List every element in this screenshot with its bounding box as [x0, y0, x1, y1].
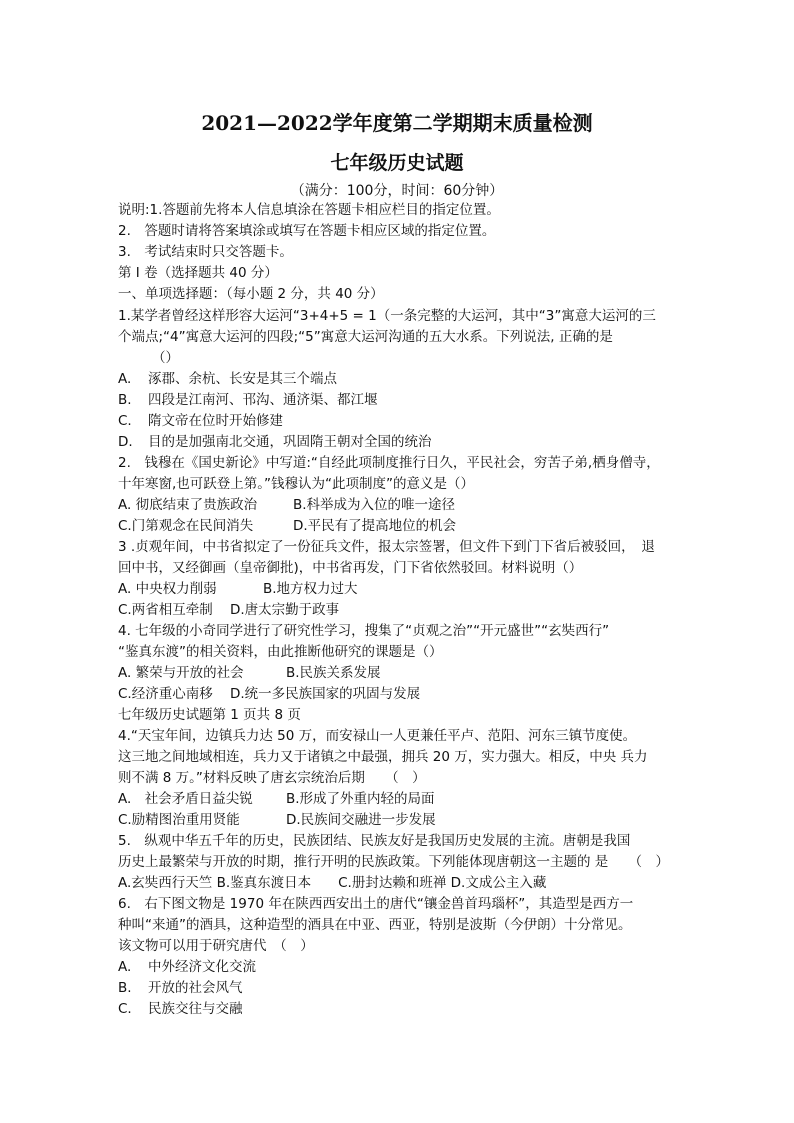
- question-2: [118, 453, 692, 537]
- option-key: C.: [118, 413, 132, 429]
- option-key: C.: [118, 1001, 132, 1017]
- option-a: A. 繁荣与开放的社会: [118, 665, 244, 681]
- option-b: B.民族关系发展: [286, 665, 381, 681]
- option-row: [118, 789, 692, 810]
- question-stem: 历史上最繁荣与开放的时期，推行开明的民族政策。下列能体现唐朝这一主题的 是 （ ）: [118, 854, 670, 870]
- option-d: D.统一多民族国家的巩固与发展: [230, 686, 421, 702]
- question-stem: 这三地之间地域相连，兵力又于诸镇之中最强，拥兵 20 万，实力强大。相反，中央 兵力: [118, 749, 648, 765]
- option-text: 涿郡、余杭、长安是其三个端点: [148, 371, 337, 387]
- exam-meta: （满分：100分，时间：60分钟）: [290, 183, 504, 199]
- option-c: [118, 999, 692, 1020]
- option-a: A. 社会矛盾日益尖锐: [118, 791, 253, 807]
- question-4b: [118, 726, 692, 831]
- option-key: B.: [118, 980, 132, 996]
- option-a: A. 中央权力削弱: [118, 581, 217, 597]
- option-c: C.经济重心南移: [118, 686, 213, 702]
- page-footer: 七年级历史试题第 1 页共 8 页: [118, 707, 301, 723]
- option-row: [118, 579, 692, 600]
- option-c: C.两省相互牵制: [118, 602, 213, 618]
- option-key: A.: [118, 371, 132, 387]
- option-c: [118, 411, 692, 432]
- option-a: [118, 369, 692, 390]
- instruction-line: 说明:1.答题前先将本人信息填涂在答题卡相应栏目的指定位置。: [118, 202, 500, 218]
- option-text: 目的是加强南北交通，巩固隋王朝对全国的统治: [148, 434, 432, 450]
- option-row: [118, 516, 692, 537]
- option-c: C.门第观念在民间消失: [118, 518, 254, 534]
- option-key: D.: [118, 434, 133, 450]
- question-stem: 4. 七年级的小奇同学进行了研究性学习，搜集了“贞观之治”“开元盛世”“玄奘西行”: [118, 623, 610, 639]
- question-3: [118, 537, 692, 621]
- option-text: 中外经济文化交流: [148, 959, 256, 975]
- option-text: 四段是江南河、邗沟、通济渠、都江堰: [148, 392, 378, 408]
- question-stem: 1.某学者曾经这样形容大运河“3+4+5 = 1（一条完整的大运河，其中“3”寓意大运河的三: [118, 308, 656, 324]
- exam-content: [118, 200, 692, 1020]
- option-c: C.励精图治重用贤能: [118, 812, 240, 828]
- question-options: A.玄奘西行天竺 B.鉴真东渡日本 C.册封达赖和班禅 D.文成公主入藏: [118, 875, 547, 891]
- exam-subject-title: 七年级历史试题: [330, 152, 464, 174]
- question-1: [118, 305, 692, 453]
- question-stem: 6. 右下图文物是 1970 年在陕西西安出土的唐代“镶金兽首玛瑙杯”，其造型是西方一: [118, 896, 634, 912]
- volume-heading: 第 I 卷（选择题共 40 分）: [118, 265, 278, 281]
- question-stem: “鉴真东渡”的相关资料，由此推断他研究的课题是（）: [118, 644, 443, 660]
- option-b: B.科举成为入位的唯一途径: [293, 497, 456, 513]
- option-text: 隋文帝在位时开始修建: [148, 413, 283, 429]
- instruction-line: 2. 答题时请将答案填涂或填写在答题卡相应区域的指定位置。: [118, 223, 496, 239]
- question-stem: 个端点;“4”寓意大运河的四段;“5”寓意大运河沟通的五大水系。下列说法, 正确的是: [118, 329, 613, 345]
- option-row: [118, 684, 692, 705]
- option-text: 开放的社会风气: [148, 980, 243, 996]
- option-a: [118, 957, 692, 978]
- question-stem: 则不满 8 万。”材料反映了唐玄宗统治后期 （ ）: [118, 770, 426, 786]
- question-stem: 2. 钱穆在《国史新论》中写道:“自经此项制度推行日久，平民社会，穷苦子弟,栖身僧寺，: [118, 455, 660, 471]
- question-stem: 十年寒窗,也可跃登上第。”钱穆认为“此项制度”的意义是（）: [118, 476, 475, 492]
- question-stem: 4.“天宝年间，边镇兵力达 50 万，而安禄山一人更兼任平卢、范阳、河东三镇节度使。: [118, 728, 637, 744]
- option-d: [118, 432, 692, 453]
- option-row: [118, 810, 692, 831]
- option-key: A.: [118, 959, 132, 975]
- question-4: [118, 621, 692, 705]
- option-text: 民族交往与交融: [148, 1001, 243, 1017]
- option-b: B.地方权力过大: [263, 581, 358, 597]
- option-d: D.唐太宗勤于政事: [230, 602, 340, 618]
- question-stem: 5. 纵观中华五千年的历史，民族团结、民族友好是我国历史发展的主流。唐朝是我国: [118, 833, 631, 849]
- answer-bracket: （）: [152, 350, 179, 366]
- option-b: [118, 978, 692, 999]
- option-d: D.平民有了提高地位的机会: [293, 518, 457, 534]
- option-row: [118, 495, 692, 516]
- option-a: A. 彻底结束了贵族政治: [118, 497, 258, 513]
- section-heading: 一、单项选择题：（每小题 2 分，共 40 分）: [118, 286, 384, 302]
- option-b: [118, 390, 692, 411]
- question-5: [118, 831, 692, 894]
- option-d: D.民族间交融进一步发展: [286, 812, 436, 828]
- question-stem: 回中书，又经御画（皇帝御批)，中书省再发，门下省依然驳回。材料说明（）: [118, 560, 583, 576]
- question-stem: 该文物可以用于研究唐代 （ ）: [118, 938, 314, 954]
- exam-title: 2021—2022学年度第二学期期末质量检测: [201, 111, 593, 135]
- instruction-line: 3. 考试结束时只交答题卡。: [118, 244, 293, 260]
- option-row: [118, 600, 692, 621]
- option-key: B.: [118, 392, 132, 408]
- question-6: [118, 894, 692, 1020]
- option-row: [118, 663, 692, 684]
- question-stem: 3 .贞观年间，中书省拟定了一份征兵文件，报太宗签署，但文件下到门下省后被驳回， 退: [118, 539, 655, 555]
- question-stem: 种叫“来通”的酒具，这种造型的酒具在中亚、西亚，特别是波斯（今伊朗）十分常见。: [118, 917, 632, 933]
- option-b: B.形成了外重内轻的局面: [286, 791, 435, 807]
